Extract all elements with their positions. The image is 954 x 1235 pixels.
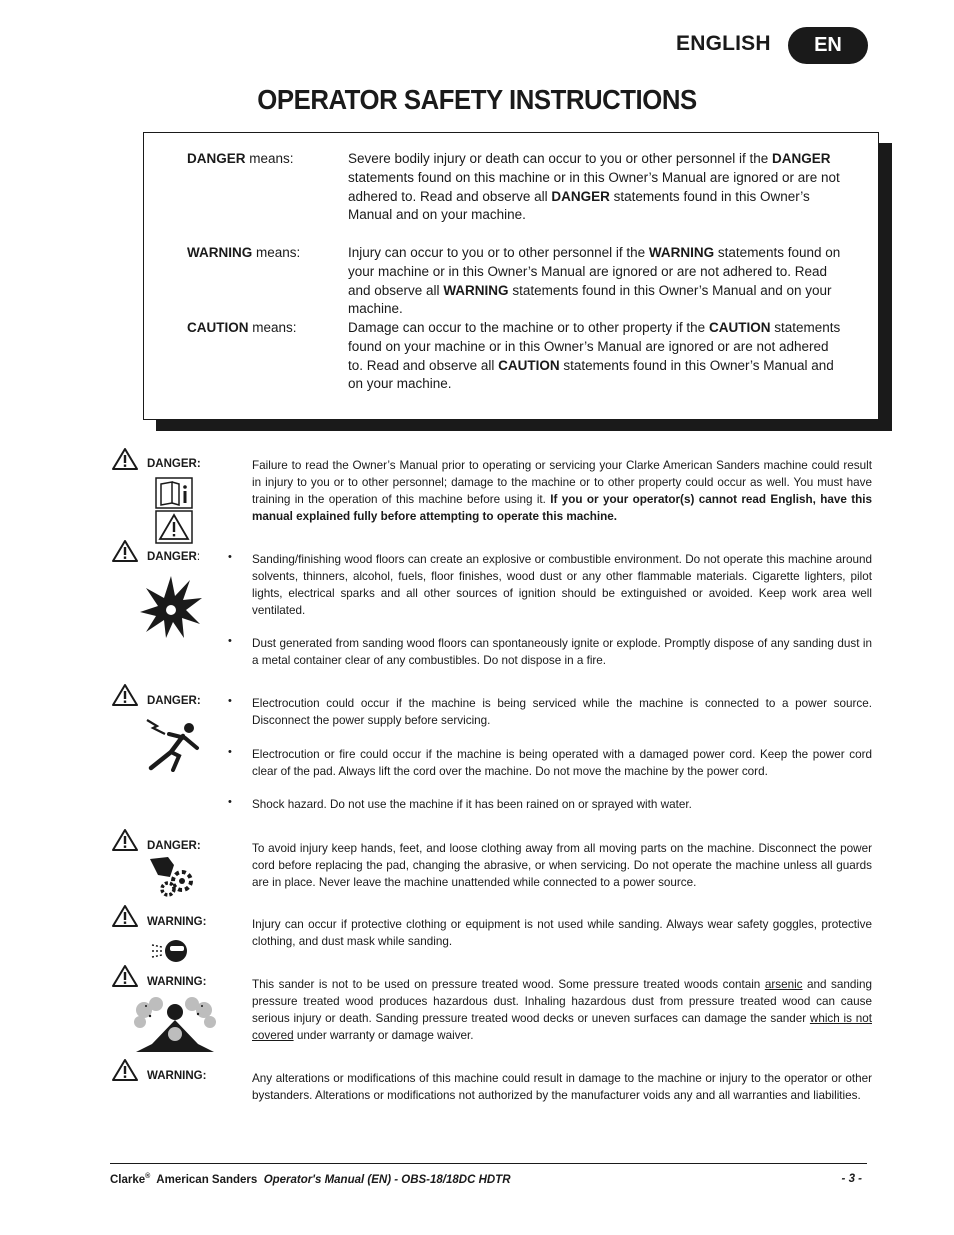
pressure-treated-wood-text: This sander is not to be used on pressure treated wood. Some pressure treated woods contain arsenic and sanding pressure treated wood produces hazardous dust. Inhaling hazardous dust from pressure treated wood can cause serious injury or death. Sanding pressure treated wood decks or uneven surfaces can damage the sander which is not covered under warranty or damage waiver. <box>252 978 872 1042</box>
caution-definition: Damage can occur to the machine or to other property if the CAUTION statements found on your machine or in this Owner’s Manual are ignored or are not adhered to. Read and observe all CAUTION statements found in this Owner’s Manual and on your machine. <box>348 320 841 392</box>
definitions-box <box>143 132 879 420</box>
danger-definition: Severe bodily injury or death can occur to you or other personnel if the DANGER statements found on this machine or in this Owner’s Manual are ignored or are not adhered to. Read and observe all DANGER statements found in this Owner’s Manual and on your machine. <box>348 151 840 223</box>
caution-term: CAUTION means: <box>187 320 297 335</box>
read-manual-icon <box>155 477 193 509</box>
page-number: - 3 - <box>841 1173 862 1185</box>
warning-triangle-icon <box>111 828 139 852</box>
shock-hazard-text: Shock hazard. Do not use the machine if it has been rained on or sprayed with water. <box>252 798 692 811</box>
hazardous-dust-icon <box>132 996 218 1052</box>
explosive-environment-text: Sanding/finishing wood floors can create an explosive or combustible environment. Do not operate this machine around solvents, thinners, alcohol, fuels, floor finishes, wood dust or any other flammable materials. Cigarette lighters, pilot lights, electrical sparks and all other sources of ignition should be extinguished or avoided. Keep work area well ventilated. <box>252 553 872 617</box>
protective-clothing-text: Injury can occur if protective clothing or equipment is not used while sanding. Always wear safety goggles, protective clothing, and dust mask while sanding. <box>252 918 872 948</box>
dust-ignition-text: Dust generated from sanding wood floors can spontaneously ignite or explode. Promptly dispose of any sanding dust in a metal container clear of any combustibles. Do not dispose in a fire. <box>252 637 872 667</box>
protective-equipment-icon <box>150 937 188 965</box>
danger-term: DANGER means: <box>187 151 294 166</box>
language-label: ENGLISH <box>676 32 771 55</box>
bullet: • <box>228 746 232 758</box>
warning-triangle-icon <box>111 683 139 707</box>
danger-label: DANGER: <box>147 551 201 563</box>
page-title: OPERATOR SAFETY INSTRUCTIONS <box>257 84 697 115</box>
modifications-text: Any alterations or modifications of this machine could result in damage to the machine or injury to the operator or other bystanders. Alterations or modifications not authorized by the manufacturer voids any and all warranties and liabilities. <box>252 1072 872 1102</box>
power-cord-text: Electrocution or fire could occur if the machine is being operated with a damaged power cord. Keep the power cord clear of the pad. Always lift the cord over the machine. Do not move the machine by the power cord. <box>252 748 872 778</box>
bullet: • <box>228 695 232 707</box>
bullet: • <box>228 796 232 808</box>
warning-label: WARNING: <box>147 916 207 928</box>
bullet: • <box>228 635 232 647</box>
danger-manual-text: Failure to read the Owner’s Manual prior to operating or servicing your Clarke American Sanders machine could result in injury to you or to other personnel; damage to the machine or to other property could occur as well. You must have training in the operation of this machine before using it. If you or your operator(s) cannot read English, have this manual explained fully before attempting to operate this machine. <box>252 459 872 523</box>
bullet: • <box>228 551 232 563</box>
moving-parts-text: To avoid injury keep hands, feet, and loose clothing away from all moving parts on the machine. Disconnect the power cord before replacing the pad, changing the abrasive, or when servicing. Do not operate the machine unless all guards are in place. Never leave the machine unattended while connected to a power source. <box>252 842 872 889</box>
explosion-icon <box>138 574 204 640</box>
electrocution-servicing-text: Electrocution could occur if the machine is being serviced while the machine is connected to a power source. Disconnect the power supply before servicing. <box>252 697 872 727</box>
warning-label: WARNING: <box>147 976 207 988</box>
danger-label: DANGER: <box>147 458 201 470</box>
warning-definition: Injury can occur to you or to other personnel if the WARNING statements found on your machine or in this Owner’s Manual are ignored or are not adhered to. Read and observe all WARNING statements found in this Owner’s Manual and on your machine. <box>348 245 841 317</box>
warning-triangle-icon <box>111 1058 139 1082</box>
warning-triangle-icon <box>111 447 139 471</box>
language-badge: EN <box>788 27 868 64</box>
moving-parts-icon <box>148 855 196 897</box>
warning-triangle-icon <box>111 964 139 988</box>
warning-triangle-icon <box>111 539 139 563</box>
warning-label: WARNING: <box>147 1070 207 1082</box>
electrocution-icon <box>143 714 203 772</box>
warning-term: WARNING means: <box>187 245 301 260</box>
warning-triangle-icon <box>111 904 139 928</box>
danger-label: DANGER: <box>147 695 201 707</box>
danger-label: DANGER: <box>147 840 201 852</box>
footer-divider <box>110 1163 867 1164</box>
caution-sign-icon <box>155 510 193 544</box>
footer-manual-title: Clarke® American Sanders Operator's Manual (EN) - OBS-18/18DC HDTR <box>110 1173 511 1186</box>
